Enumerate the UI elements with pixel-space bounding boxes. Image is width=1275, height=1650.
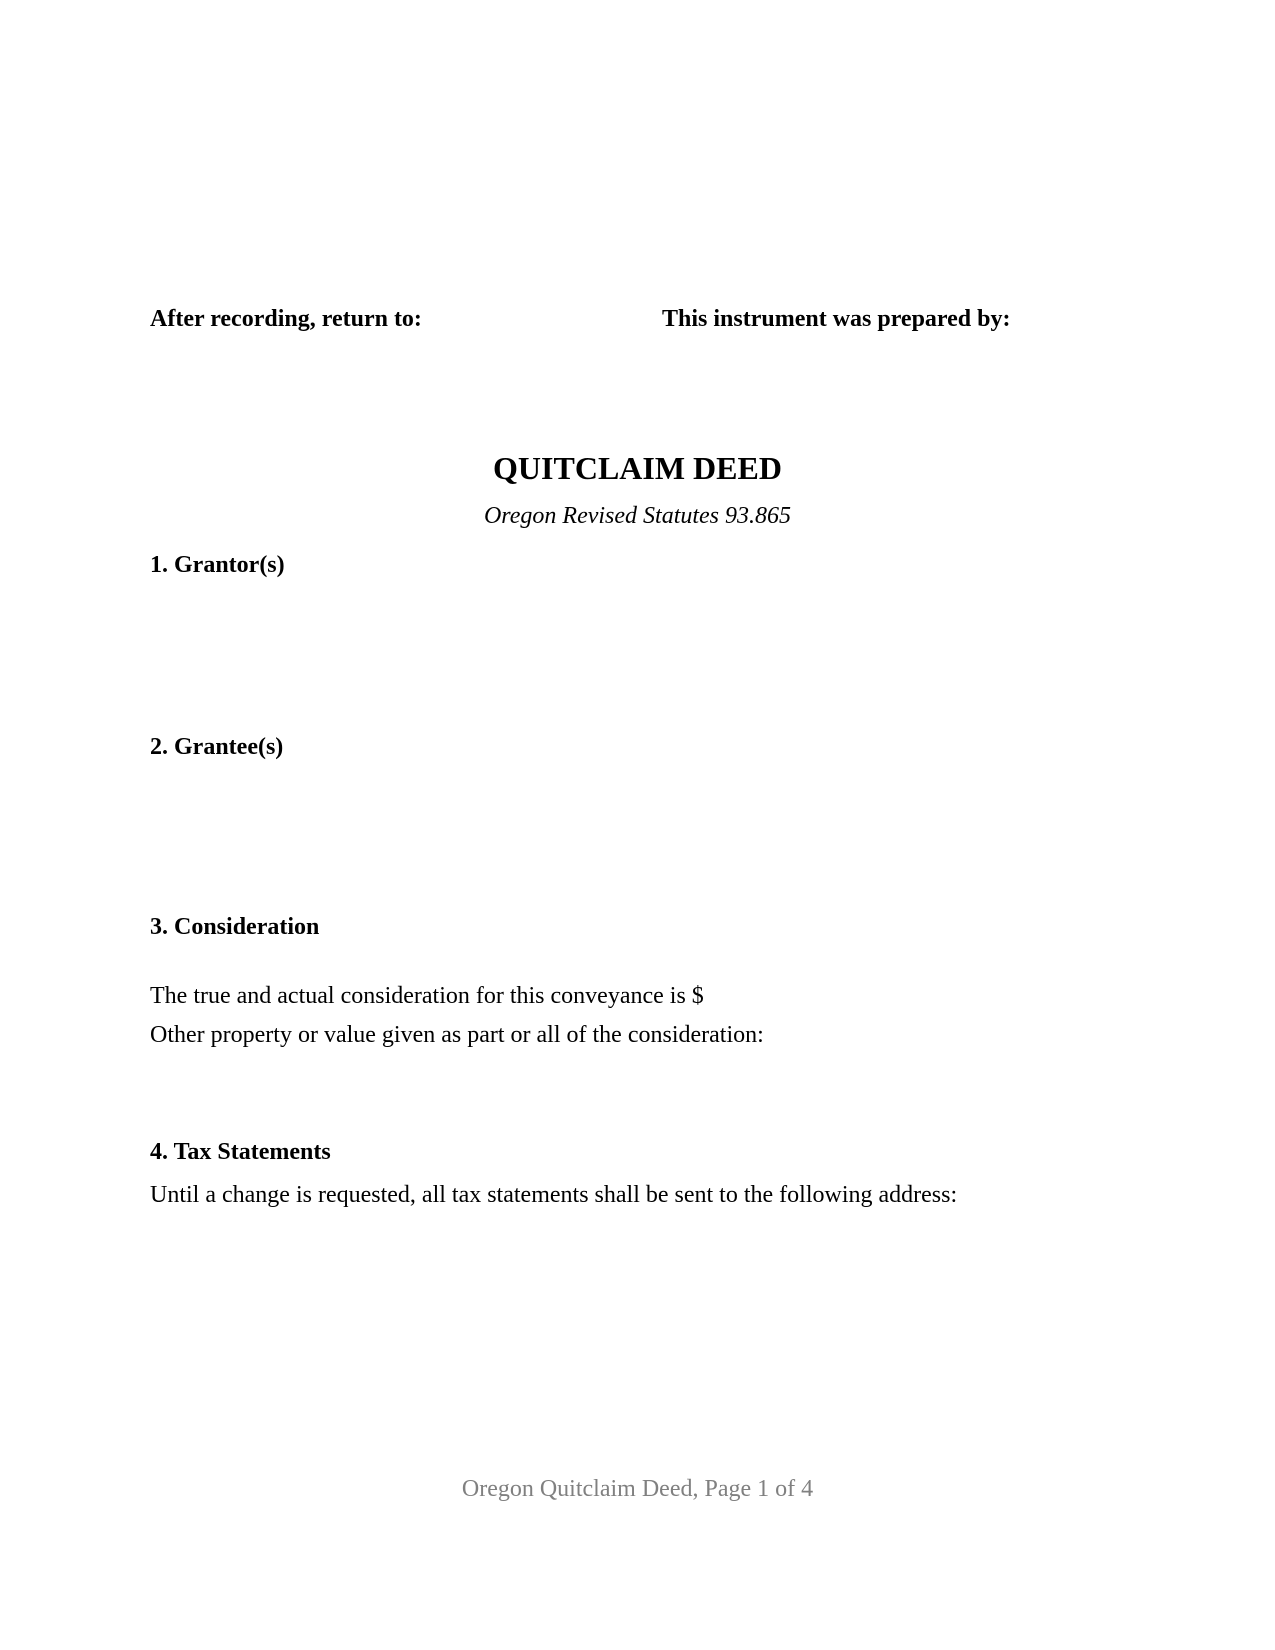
tax-statements-heading: 4. Tax Statements (150, 1139, 331, 1165)
document-subtitle: Oregon Revised Statutes 93.865 (483, 503, 792, 529)
document-title: QUITCLAIM DEED (493, 450, 782, 486)
tax-statements-text: Until a change is requested, all tax statements shall be sent to the following address: (150, 1182, 958, 1208)
consideration-heading: 3. Consideration (150, 914, 320, 940)
return-to-label: After recording, return to: (150, 306, 422, 332)
page-footer: Oregon Quitclaim Deed, Page 1 of 4 (461, 1476, 814, 1502)
grantor-heading: 1. Grantor(s) (150, 552, 285, 578)
consideration-other-text: Other property or value given as part or all of the consideration: (150, 1022, 764, 1048)
grantee-heading: 2. Grantee(s) (150, 734, 284, 760)
prepared-by-label: This instrument was prepared by: (662, 306, 1011, 332)
consideration-amount-text: The true and actual consideration for this conveyance is $ (150, 983, 704, 1009)
